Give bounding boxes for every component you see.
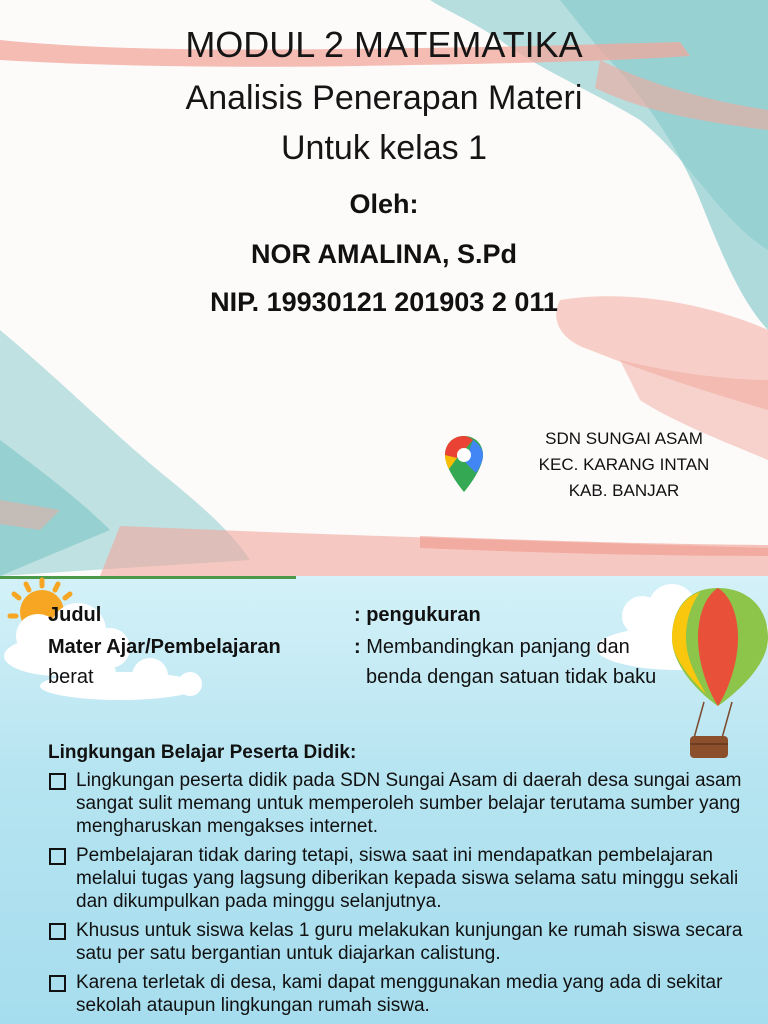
materi-label-continued: berat xyxy=(48,666,94,688)
map-pin-icon xyxy=(443,434,485,494)
school-name: SDN SUNGAI ASAM xyxy=(545,429,703,448)
section-title: Lingkungan Belajar Peserta Didik: xyxy=(48,742,357,763)
field-separator: : xyxy=(354,636,367,658)
list-item xyxy=(48,919,748,965)
materi-value-line-1: Membandingkan panjang dan xyxy=(366,636,630,658)
by-label: Oleh: xyxy=(349,189,419,219)
hot-air-balloon-icon xyxy=(672,588,768,758)
bullet-list xyxy=(48,769,748,1023)
checkbox-bullet-icon xyxy=(49,923,66,940)
content-slide xyxy=(0,576,768,1024)
author-nip: NIP. 19930121 201903 2 011 xyxy=(210,287,558,317)
list-item xyxy=(48,769,748,838)
bullet-text: Lingkungan peserta didik pada SDN Sungai Asam di daerah desa sungai asam sangat sulit memang untuk memperoleh sumber belajar terutama sumber yang mengharuskan mengakses internet. xyxy=(76,770,742,837)
school-regency: KAB. BANJAR xyxy=(568,481,680,500)
materi-value-line-2: benda dengan satuan tidak baku xyxy=(366,666,657,688)
school-district: KEC. KARANG INTAN xyxy=(538,455,710,474)
school-address xyxy=(500,426,748,504)
checkbox-bullet-icon xyxy=(49,975,66,992)
checkbox-bullet-icon xyxy=(49,848,66,865)
judul-value: pengukuran xyxy=(366,604,481,626)
field-value-materi xyxy=(354,634,630,660)
author-name: NOR AMALINA, S.Pd xyxy=(251,239,517,269)
bullet-text: Karena terletak di desa, kami dapat menggunakan media yang ada di sekitar sekolah ataupun lingkungan rumah siswa. xyxy=(76,972,723,1016)
list-item xyxy=(48,971,748,1017)
bullet-text: Pembelajaran tidak daring tetapi, siswa saat ini mendapatkan pembelajaran melalui tugas yang lagsung diberikan kepada siswa selama satu minggu sekali dan dikumpulkan pada minggu selanjutnya. xyxy=(76,845,739,912)
subtitle-line-2: Untuk kelas 1 xyxy=(281,129,487,167)
list-item xyxy=(48,844,748,913)
subtitle-line-1: Analisis Penerapan Materi xyxy=(185,79,583,117)
checkbox-bullet-icon xyxy=(49,773,66,790)
module-title: MODUL 2 MATEMATIKA xyxy=(185,24,583,65)
field-separator: : xyxy=(354,604,367,626)
bullet-text: Khusus untuk siswa kelas 1 guru melakukan kunjungan ke rumah siswa secara satu per satu bergantian untuk diajarkan calistung. xyxy=(76,920,743,964)
field-value-judul xyxy=(354,602,481,628)
field-label-judul: Judul xyxy=(48,604,102,626)
field-label-materi: Mater Ajar/Pembelajaran xyxy=(48,636,281,658)
